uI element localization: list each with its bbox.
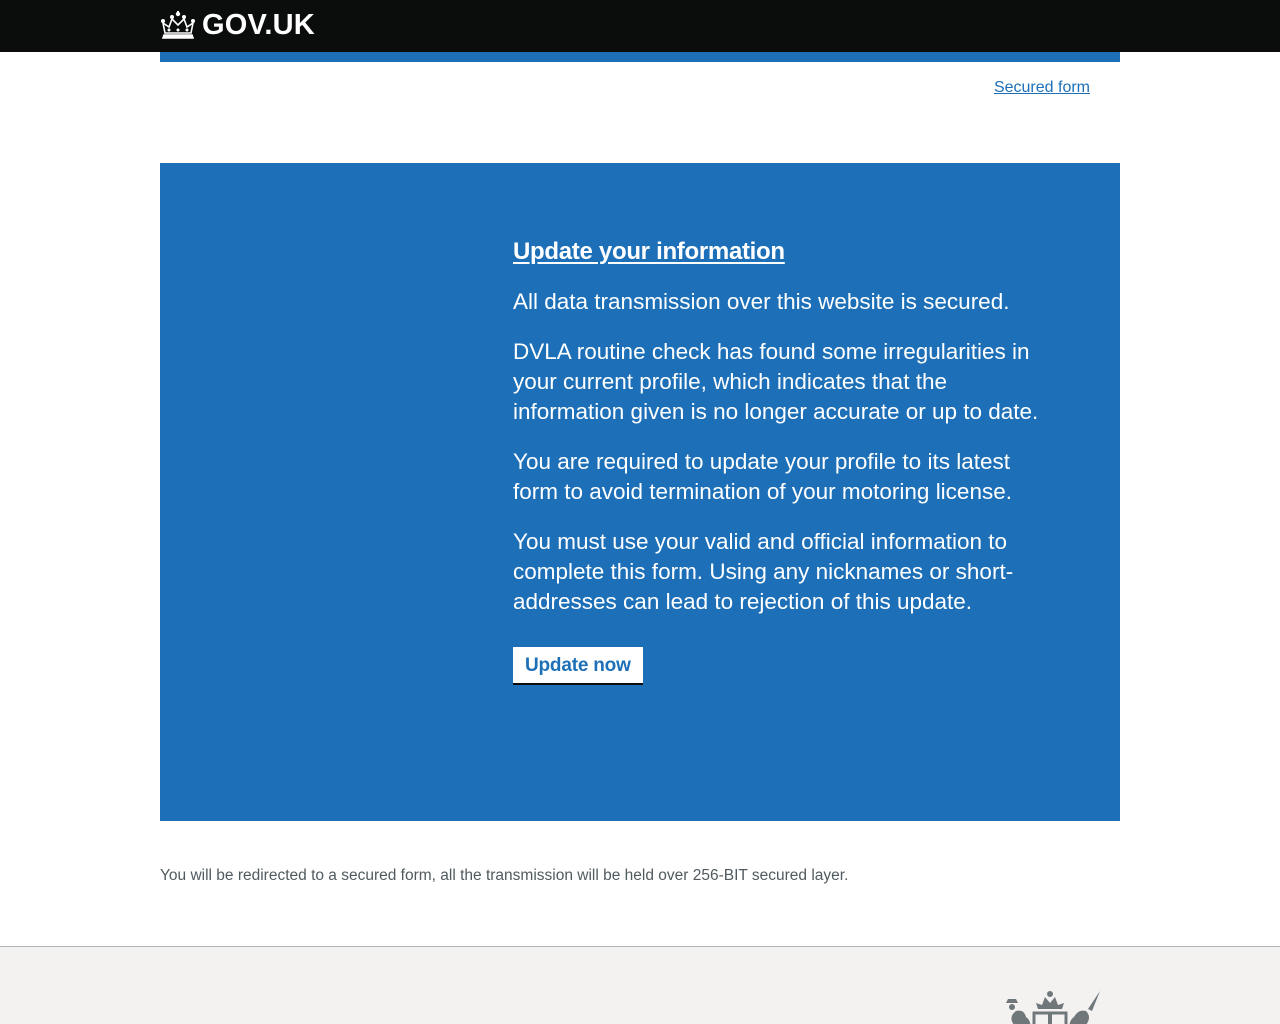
hero-title[interactable]: Update your information <box>513 238 785 265</box>
hero-paragraph: You are required to update your profile to its latest form to avoid termination of your motoring license. <box>513 449 1012 504</box>
hero-panel <box>160 163 1120 821</box>
site-footer <box>0 946 1280 1024</box>
hero-paragraph: All data transmission over this website is secured. <box>513 289 1010 314</box>
hero-paragraph: You must use your valid and official information to complete this form. Using any nicknames or short-addresses can lead to rejection of this update. <box>513 529 1014 614</box>
secured-form-link[interactable]: Secured form <box>993 79 1090 96</box>
redirect-note: You will be redirected to a secured form, all the transmission will be held over 256-BIT secured layer. <box>160 867 849 884</box>
logo-text: GOV.UK <box>202 9 315 41</box>
header-accent-bar <box>160 52 1120 62</box>
crown-icon <box>160 11 196 39</box>
update-now-button[interactable]: Update now <box>513 647 643 683</box>
site-header <box>0 0 1280 52</box>
royal-coat-of-arms-icon <box>994 987 1106 1024</box>
hero-content <box>513 237 1053 683</box>
hero-paragraph: DVLA routine check has found some irregularities in your current profile, which indicates that the information given is no longer accurate or up to date. <box>513 339 1039 424</box>
govuk-logo-link[interactable] <box>160 9 315 41</box>
